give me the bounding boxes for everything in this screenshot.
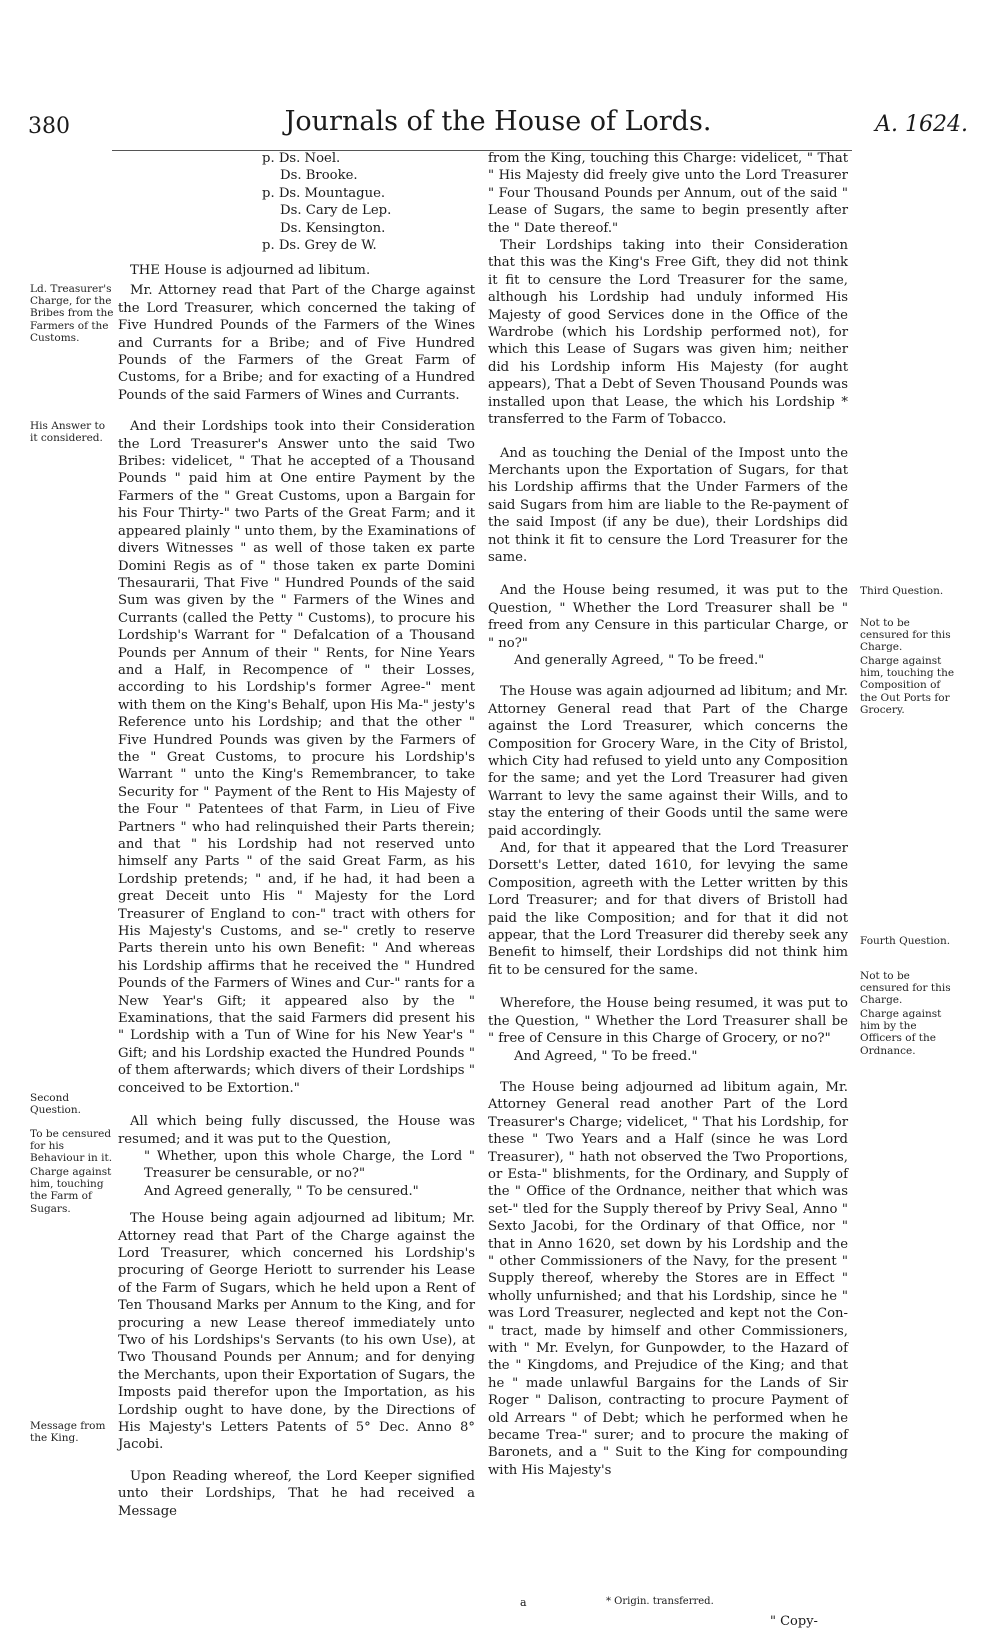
- year-mark: A. 1624.: [875, 112, 968, 137]
- paragraph: Mr. Attorney read that Part of the Charge against the Lord Treasurer, which concerned the taking of Five Hundred Pounds of the Farmers of the Wines and Currants for a Bribe; and of Five Hundred Pounds of the Farmers of the Great Farm of Customs, for a Bribe; and for exacting of a Hundred Pounds of the said Farmers of Wines and Currants.: [118, 283, 475, 403]
- margin-note: Charge against him, touching the Farm of Sugars.: [30, 1166, 112, 1215]
- roll-entry: p. Ds. Mountague.: [262, 185, 386, 201]
- margin-note: Third Question.: [860, 585, 944, 597]
- agreement: And Agreed, " To be freed.": [514, 1048, 698, 1064]
- roll-entry: Ds. Kensington.: [280, 220, 386, 236]
- margin-note: Ld. Treasurer's Charge, for the Bribes from the Farmers of the Customs.: [30, 283, 114, 344]
- margin-note: Charge against him, touching the Composition of the Out Ports for Grocery.: [860, 655, 955, 716]
- agreement: And Agreed generally, " To be censured.": [144, 1183, 419, 1199]
- margin-note: Message from the King.: [30, 1420, 106, 1445]
- margin-note: Not to be censured for this Charge.: [860, 970, 951, 1007]
- paragraph: And their Lordships took into their Consideration the Lord Treasurer's Answer unto the said Two Bribes: videlicet, " That he accepted of a Thousand Pounds " paid him at One entire Payment by the Farmers of the " Great Customs, upon a Bargain for his Four Thirty-" two Parts of the Great Farm; and it appeared plainly " unto them, by the Examinations of divers Witnesses " as well of those taken ex parte Domini Regis as of " those taken ex parte Domini Thesaurarii, That Five " Hundred Pounds of the said Sum was given by the " Farmers of the Wines and Currants (called the Petty " Customs), to procure his Lordship's Warrant for " Defalcation of a Thousand Pounds per Annum of their " Rents, for Nine Years and a Half, in Recompence of " their Losses, according to his Lordship's former Agree-" ment with them on the King's Behalf, upon His Ma-" jesty's Reference unto his Lordship; and that the other " Five Hundred Pounds was given by the Farmers of the " Great Customs, to procure his Lordship's Warrant " unto the King's Remembrancer, to take Security for " Payment of the Rent to His Majesty of the Four " Patentees of that Farm, in Lieu of Five Partners " who had relinquished their Parts therein; and that " his Lordship had not reserved unto himself any Parts " of the said Great Farm, as his Lordship pretends; " and, if he had, it had been a great Deceit unto His " Majesty for the Lord Treasurer of England to con-" tract with others for His Majesty's Customs, and se-" cretly to reserve Parts therein unto his own Benefit: " And whereas his Lordship affirms that he received the " Hundred Pounds of the Farmers of Wines and Cur-" rants for a New Year's Gift; it appeared also by the " Examinations, that the said Farmers did present his " Lordship with a Tun of Wine for his New Year's " Gift; and his Lordship exacted the Hundred Pounds " of them afterwards; which divers of their Lordships " conceived to be Extortion.": [118, 419, 476, 1096]
- paragraph: Their Lordships taking into their Consideration that this was the King's Free Gift, they did not think it fit to censure the Lord Treasurer for the same, although his Lordship had unduly informed His Majesty of good Services done in the Office of the Wardrobe (which his Lordship performed not), for which this Lease of Sugars was given him; neither did his Lordship inform His Majesty (for aught appears), That a Debt of Seven Thousand Pounds was installed upon that Lease, the which his Lordship * transferred to the Farm of Tobacco.: [488, 238, 848, 428]
- adjournment-line: THE House is adjourned ad libitum.: [130, 263, 371, 278]
- roll-entry: Ds. Cary de Lep.: [280, 203, 392, 219]
- paragraph: All which being fully discussed, the House was resumed; and it was put to the Question,: [118, 1114, 475, 1147]
- paragraph: Wherefore, the House being resumed, it was put to the Question, " Whether the Lord Treasurer shall be " free of Censure in this Charge of Grocery, or no?": [488, 996, 848, 1047]
- question: " Whether, upon this whole Charge, the Lord " Treasurer be censurable, or no?": [144, 1148, 475, 1182]
- right-column: [488, 150, 848, 1479]
- page-number: 380: [28, 114, 70, 139]
- paragraph: The House being again adjourned ad libitum; Mr. Attorney read that Part of the Charge against the Lord Treasurer, which concerned his Lordship's procuring of George Heriott to surrender his Lease of the Farm of Sugars, which he held upon a Rent of Ten Thousand Marks per Annum to the King, and for procuring a new Lease thereof immediately unto Two of his Lordships's Servants (to his own Use), at Two Thousand Pounds per Annum; and for denying the Merchants, upon their Exportation of Sugars, the Imposts paid therefor upon the Importation, as his Lordship ought to have done, by the Directions of His Majesty's Letters Patents of 5° Dec. Anno 8° Jacobi.: [118, 1211, 475, 1453]
- margin-note: Charge against him by the Officers of the Ordnance.: [860, 1008, 942, 1057]
- paragraph: And as touching the Denial of the Impost unto the Merchants upon the Exportation of Sugars, for that his Lordship affirms that the Under Farmers of the said Sugars from him are liable to the Re-payment of the said Impost (if any be due), their Lordships did not think it fit to censure the Lord Treasurer for the same.: [488, 445, 848, 565]
- margin-note: Fourth Question.: [860, 935, 951, 947]
- catchword: " Copy-: [770, 1614, 818, 1629]
- paragraph: And, for that it appeared that the Lord Treasurer Dorsett's Letter, dated 1610, for levying the same Composition, agreeth with the Letter written by this Lord Treasurer; and for that divers of Bristoll had paid the like Composition; and for that it did not appear, that the Lord Treasurer did thereby seek any Benefit to himself, their Lordships did not think him fit to be censured for the same.: [488, 841, 848, 978]
- attendance-roll: [262, 150, 391, 254]
- margin-note: Not to be censured for this Charge.: [860, 617, 951, 654]
- margin-note: His Answer to it considered.: [30, 420, 106, 445]
- paragraph: And the House being resumed, it was put to the Question, " Whether the Lord Treasurer shall be " freed from any Censure in this particular Charge, or " no?": [488, 583, 848, 651]
- paragraph: The House was again adjourned ad libitum; and Mr. Attorney General read that Part of the Charge against the Lord Treasurer, which concerns the Composition for Grocery Ware, in the City of Bristol, which City had refused to yield unto any Composition for the same; and yet the Lord Treasurer had given Warrant to levy the same against their Wills, and to stay the entering of their Goods until the same were paid accordingly.: [488, 684, 848, 839]
- margin-note: To be censured for his Behaviour in it.: [30, 1128, 113, 1165]
- paragraph: from the King, touching this Charge: videlicet, " That " His Majesty did freely give unto the Lord Treasurer " Four Thousand Pounds per Annum, out of the said " Lease of Sugars, the same to begin presently after the " Date thereof.": [488, 151, 848, 236]
- footnote: * Origin. transferred.: [606, 1596, 714, 1607]
- roll-entry: Ds. Brooke.: [280, 168, 358, 184]
- paragraph: Upon Reading whereof, the Lord Keeper signified unto their Lordships, That he had received a Message: [118, 1468, 475, 1519]
- paragraph: The House being adjourned ad libitum again, Mr. Attorney General read another Part of the Lord Treasurer's Charge; videlicet, " That his Lordship, for these " Two Years and a Half (since he was Lord Treasurer), " hath not observed the Two Proportions, or Esta-" blishments, for the Ordinary, and Supply of the " Office of the Ordnance, neither that which was set-" tled for the Supply thereof by Privy Seal, Anno " Sexto Jacobi, for the Ordinary of that Office, nor " that in Anno 1620, set down by his Lordship and the " other Commissioners of the Navy, for the present " Supply thereof, whereby the Stores are in Effect " wholly unfurnished; and that his Lordship, since he " was Lord Treasurer, neglected and kept not the Con-" tract, made by himself and other Commissioners, with " Mr. Evelyn, for Gunpowder, to the Hazard of the " Kingdoms, and Prejudice of the King; and that he " made unlawful Bargains for the Lands of Sir Roger " Dalison, contracting to procure Payment of old Arrears " of Debt; which he performed when he became Trea-" surer; and to procure the making of Baronets, and a " Suit to the King for compounding with His Majesty's: [488, 1079, 848, 1478]
- running-title: Journals of the House of Lords.: [284, 106, 712, 137]
- roll-entry: p. Ds. Grey de W.: [262, 238, 377, 254]
- signature-mark: a: [520, 1596, 527, 1609]
- page-header: [28, 88, 968, 148]
- roll-entry: p. Ds. Noel.: [262, 151, 341, 166]
- margin-note: Second Question.: [30, 1092, 81, 1117]
- left-column: [118, 262, 475, 1520]
- agreement: And generally Agreed, " To be freed.": [514, 652, 765, 668]
